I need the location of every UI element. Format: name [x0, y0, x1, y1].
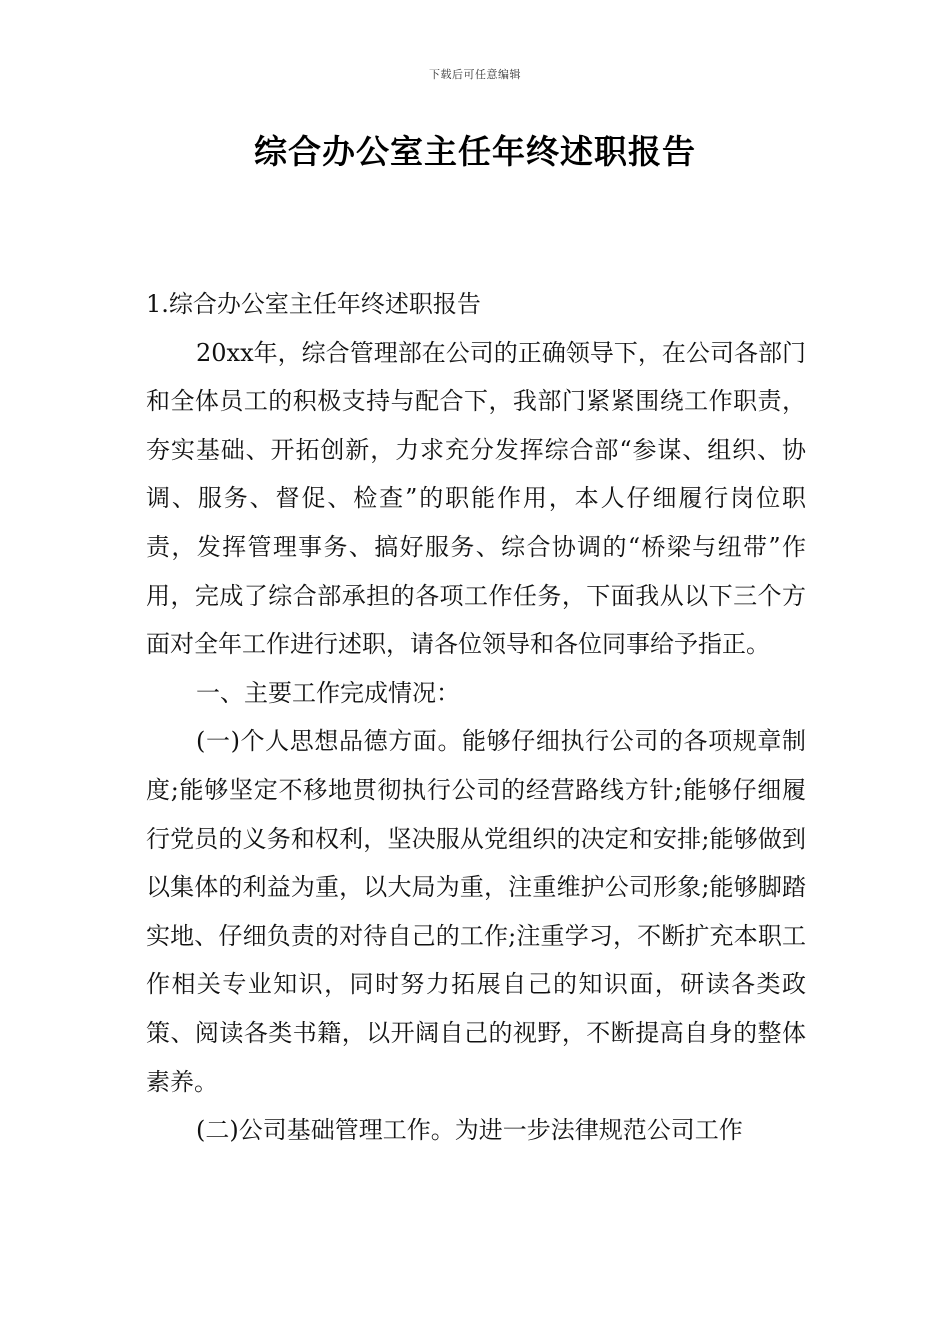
document-title: 综合办公室主任年终述职报告: [254, 132, 696, 171]
paragraph-basic-management: (二)公司基础管理工作。为进一步法律规范公司工作: [196, 1116, 743, 1145]
section-heading: 1.综合办公室主任年终述职报告: [146, 290, 481, 318]
document-body: [146, 280, 806, 1155]
paragraph-intro: 20xx年，综合管理部在公司的正确领导下，在公司各部门和全体员工的积极支持与配合下，我部门紧紧围绕工作职责，夯实基础、开拓创新，力求充分发挥综合部“参谋、组织、协调、服务、督促、检查”的职能作用，本人仔细履行岗位职责，发挥管理事务、搞好服务、综合协调的“桥梁与纽带”作用，完成了综合部承担的各项工作任务，下面我从以下三个方面对全年工作进行述职，请各位领导和各位同事给予指正。: [146, 338, 806, 659]
paragraph-personal-conduct: (一)个人思想品德方面。能够仔细执行公司的各项规章制度;能够坚定不移地贯彻执行公司的经营路线方针;能够仔细履行党员的义务和权利，坚决服从党组织的决定和安排;能够做到以集体的利益为重，以大局为重，注重维护公司形象;能够脚踏实地、仔细负责的对待自己的工作;注重学习，不断扩充本职工作相关专业知识，同时努力拓展自己的知识面，研读各类政策、阅读各类书籍，以开阔自己的视野，不断提高自身的整体素养。: [146, 727, 806, 1096]
header-note: 下载后可任意编辑: [429, 68, 521, 81]
paragraph-heading-main-work: 一、主要工作完成情况：: [196, 678, 460, 707]
